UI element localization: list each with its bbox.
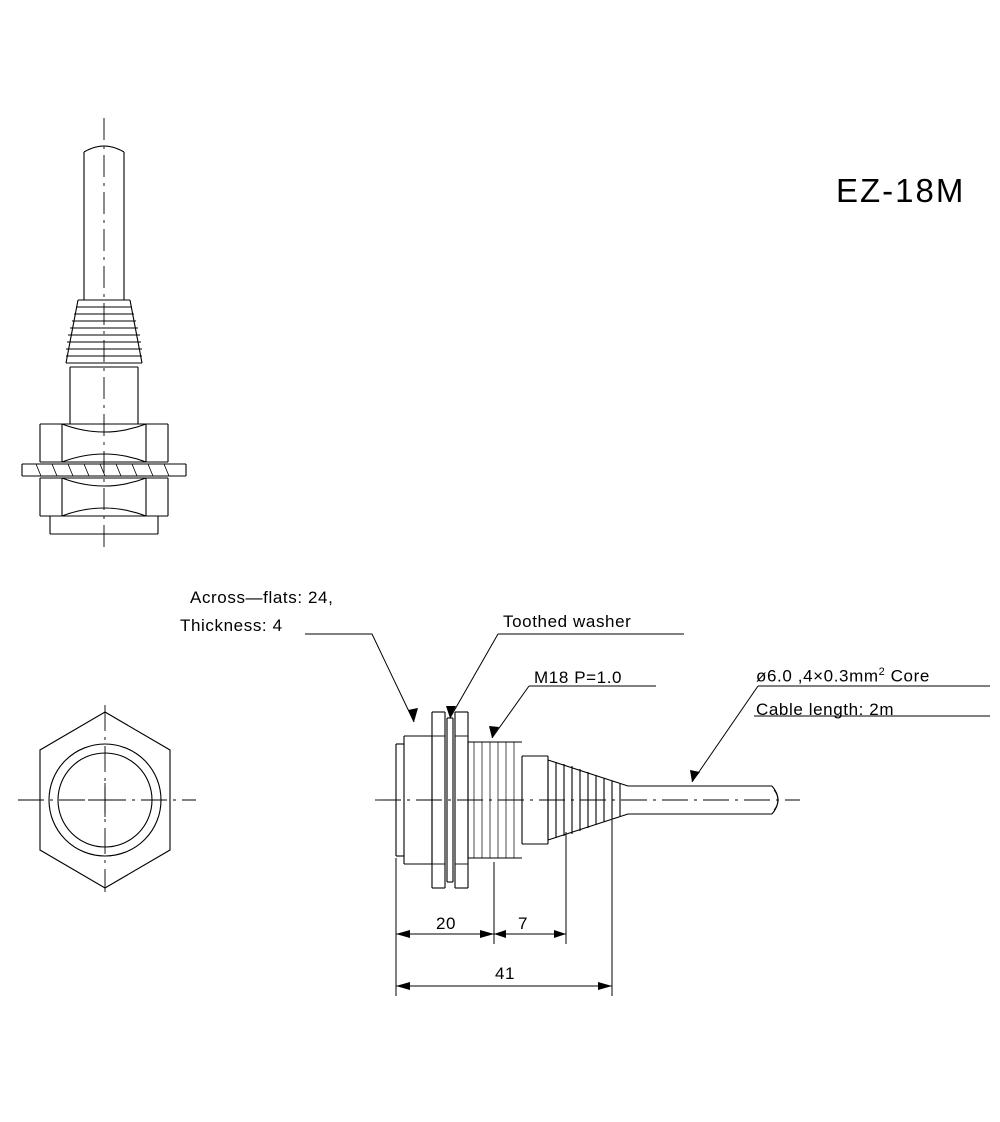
note-cable-spec-suffix: Core	[885, 666, 930, 686]
note-cable-length: Cable length: 2m	[756, 700, 895, 719]
note-cable-spec-prefix: ø6.0 ,4×0.3mm	[756, 666, 879, 686]
view-side-sensor	[375, 712, 800, 888]
model-title: EZ-18M	[836, 172, 966, 209]
dimension-body-length: 20	[436, 914, 457, 933]
view-vertical-sensor	[22, 118, 186, 552]
note-cable-spec	[756, 666, 930, 687]
view-hex-face	[18, 705, 196, 892]
note-across-flats: Across—flats: 24,	[190, 588, 334, 607]
note-thread-spec: M18 P=1.0	[534, 668, 623, 687]
note-cable-spec-superscript: 2	[878, 666, 886, 678]
note-toothed-washer: Toothed washer	[503, 612, 632, 631]
dimension-thread-length: 7	[518, 914, 529, 933]
note-thickness: Thickness: 4	[180, 616, 283, 635]
dimension-overall-length: 41	[495, 964, 516, 983]
